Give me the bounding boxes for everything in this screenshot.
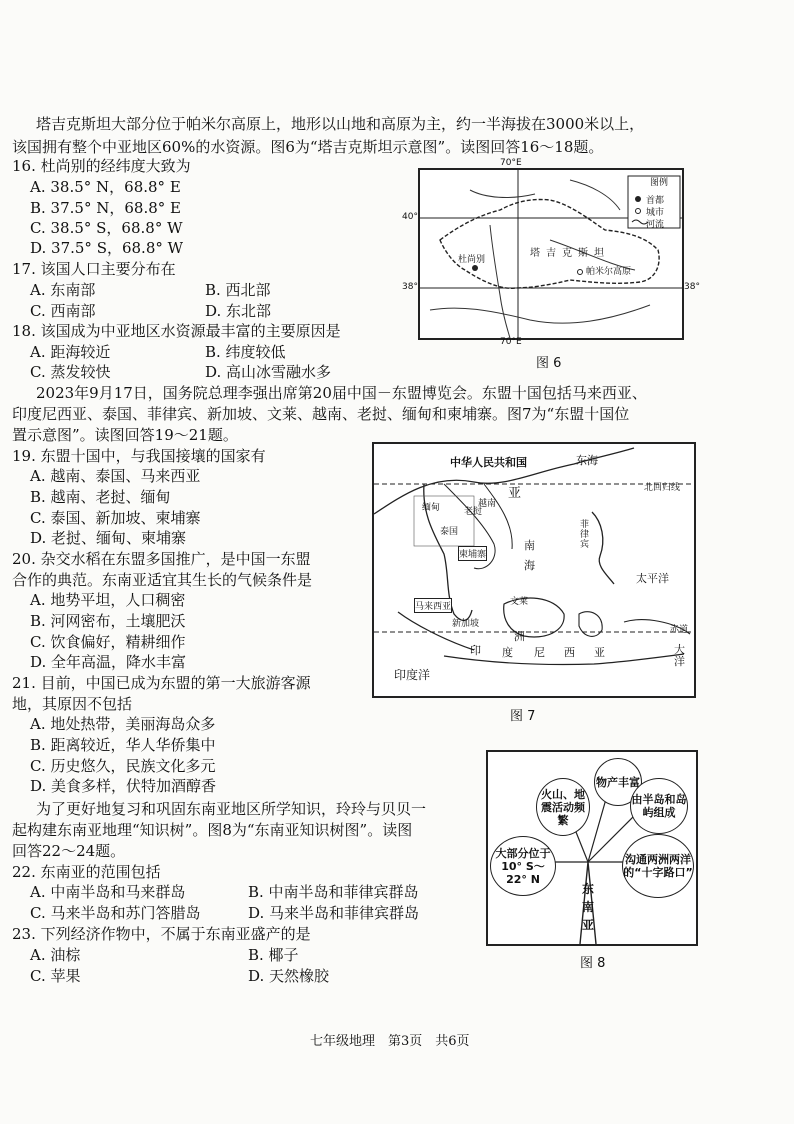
option: B. 纬度较低	[205, 343, 286, 361]
question-stem: 16. 杜尚别的经纬度大致为	[12, 157, 191, 175]
option: C. 泰国、新加坡、柬埔寨	[30, 509, 201, 527]
option: C. 马来半岛和苏门答腊岛	[30, 904, 201, 922]
option: D. 东北部	[205, 302, 272, 320]
map-label: 太平洋	[636, 572, 669, 585]
intro-line: 置示意图”。读图回答19～21题。	[12, 426, 238, 444]
map-label: 北回归线	[644, 483, 681, 493]
intro-line: 起构建东南亚地理“知识树”。图8为“东南亚知识树图”。读图	[12, 821, 413, 839]
intro-line: 塔吉克斯坦大部分位于帕米尔高原上，地形以山地和高原为主，约一半海拔在3000米以上，	[36, 115, 645, 133]
figure-caption: 图 6	[536, 356, 562, 371]
page-footer: 七年级地理 第3页 共6页	[310, 1034, 470, 1049]
intro-line: 该国拥有整个中亚地区60%的水资源。图6为“塔吉克斯坦示意图”。读图回答16～18题。	[12, 138, 604, 156]
option: B. 越南、老挝、缅甸	[30, 488, 171, 506]
tree-trunk-label: 东	[582, 882, 595, 896]
option: D. 37.5° S，68.8° W	[30, 239, 184, 257]
option: C. 西南部	[30, 302, 96, 320]
map-label: 老挝	[464, 507, 483, 517]
map-label: 大洋	[674, 643, 685, 668]
option: D. 全年高温，降水丰富	[30, 653, 187, 671]
map-label: 中华人民共和国	[450, 456, 527, 469]
tree-trunk-label: 南	[582, 900, 595, 914]
question-stem: 合作的典范。东南亚适宜其生长的气候条件是	[12, 571, 313, 589]
map-label: 70°E	[500, 158, 522, 168]
figure-6-map	[418, 168, 684, 340]
figure-8-knowledge-tree	[486, 750, 698, 946]
option: A. 38.5° N，68.8° E	[30, 178, 181, 196]
knowledge-bubble: 火山、地震活动频繁	[536, 778, 590, 836]
question-stem: 17. 该国人口主要分布在	[12, 260, 176, 278]
intro-line: 印度尼西亚、泰国、菲律宾、新加坡、文莱、越南、老挝、缅甸和柬埔寨。图7为“东盟十国位	[12, 405, 630, 423]
map-label: 印度洋	[394, 668, 431, 682]
option: B. 椰子	[248, 946, 299, 964]
option: B. 河网密布，土壤肥沃	[30, 612, 186, 630]
map-label: 洲	[514, 630, 525, 643]
question-stem: 23. 下列经济作物中，不属于东南亚盛产的是	[12, 925, 311, 943]
knowledge-bubble: 沟通两洲两洋的“十字路口”	[622, 834, 694, 898]
question-stem: 20. 杂交水稻在东盟多国推广，是中国一东盟	[12, 550, 311, 568]
option: D. 高山冰雪融水多	[205, 363, 332, 381]
knowledge-bubble: 大部分位于10° S～22° N	[490, 836, 556, 896]
option: A. 中南半岛和马来群岛	[30, 883, 186, 901]
map-label: 40°	[402, 212, 418, 222]
map-label: 南海	[524, 539, 535, 572]
figure-7-map	[372, 442, 696, 698]
plateau-label: 帕米尔高原	[586, 267, 632, 277]
intro-line: 2023年9月17日，国务院总理李强出席第20届中国－东盟博览会。东盟十国包括马来西亚、	[36, 384, 647, 402]
map-label: 柬埔寨	[458, 546, 487, 561]
option: B. 西北部	[205, 281, 271, 299]
option: A. 地处热带，美丽海岛众多	[30, 715, 216, 733]
map-label: 新加坡	[452, 619, 480, 629]
map-label: 西	[564, 646, 575, 659]
question-stem: 18. 该国成为中亚地区水资源最丰富的主要原因是	[12, 322, 341, 340]
question-stem: 地，其原因不包括	[12, 695, 133, 713]
option: D. 天然橡胶	[248, 967, 330, 985]
city-label: 杜尚别	[458, 255, 486, 265]
option: C. 蒸发较快	[30, 363, 111, 381]
tree-trunk-label: 亚	[582, 918, 595, 932]
option: A. 东南部	[30, 281, 96, 299]
map-label: 尼	[534, 646, 545, 659]
figure-caption: 图 7	[510, 709, 536, 724]
option: D. 美食多样，伏特加酒醇香	[30, 777, 217, 795]
legend-item: 河流	[646, 220, 665, 230]
legend-title: 图例	[650, 178, 669, 188]
map-label: 度	[502, 646, 513, 659]
knowledge-bubble: 由半岛和岛屿组成	[630, 778, 688, 834]
intro-line: 为了更好地复习和巩固东南亚地区所学知识，玲玲与贝贝一	[36, 800, 427, 818]
map-label: 70°E	[500, 337, 522, 347]
legend-item: 城市	[646, 208, 665, 218]
question-stem: 22. 东南亚的范围包括	[12, 863, 161, 881]
map-label: 38°	[684, 282, 700, 292]
option: C. 历史悠久，民族文化多元	[30, 757, 216, 775]
map-label: 亚	[594, 646, 605, 659]
option: A. 越南、泰国、马来西亚	[30, 467, 201, 485]
map-label: 马来西亚	[414, 598, 452, 613]
map-label: 东海	[576, 454, 598, 467]
option: B. 中南半岛和菲律宾群岛	[248, 883, 419, 901]
knowledge-bubble: 物产丰富	[594, 758, 642, 806]
map-label: 越南	[478, 499, 497, 509]
map-label: 文莱	[510, 597, 529, 607]
map-label: 菲律宾	[580, 520, 590, 550]
map-label: 印	[470, 644, 481, 657]
map-label: 亚	[508, 486, 522, 501]
intro-line: 回答22～24题。	[12, 842, 126, 860]
option: B. 37.5° N，68.8° E	[30, 199, 181, 217]
map-label: 赤道	[670, 625, 689, 635]
option: A. 距海较近	[30, 343, 111, 361]
option: D. 马来半岛和菲律宾群岛	[248, 904, 420, 922]
figure-caption: 图 8	[580, 956, 606, 971]
map-label: 缅甸	[422, 503, 441, 513]
option: D. 老挝、缅甸、柬埔寨	[30, 529, 187, 547]
option: C. 38.5° S，68.8° W	[30, 219, 183, 237]
map-label: 38°	[402, 282, 418, 292]
option: B. 距离较近，华人华侨集中	[30, 736, 216, 754]
map-label: 泰国	[440, 527, 459, 537]
option: C. 饮食偏好，精耕细作	[30, 633, 186, 651]
legend-item: 首都	[646, 196, 665, 206]
option: C. 苹果	[30, 967, 81, 985]
question-stem: 21. 目前，中国已成为东盟的第一大旅游客源	[12, 674, 311, 692]
country-label: 塔吉克斯坦	[530, 248, 610, 259]
question-stem: 19. 东盟十国中，与我国接壤的国家有	[12, 447, 266, 465]
option: A. 地势平坦，人口稠密	[30, 591, 186, 609]
option: A. 油棕	[30, 946, 81, 964]
